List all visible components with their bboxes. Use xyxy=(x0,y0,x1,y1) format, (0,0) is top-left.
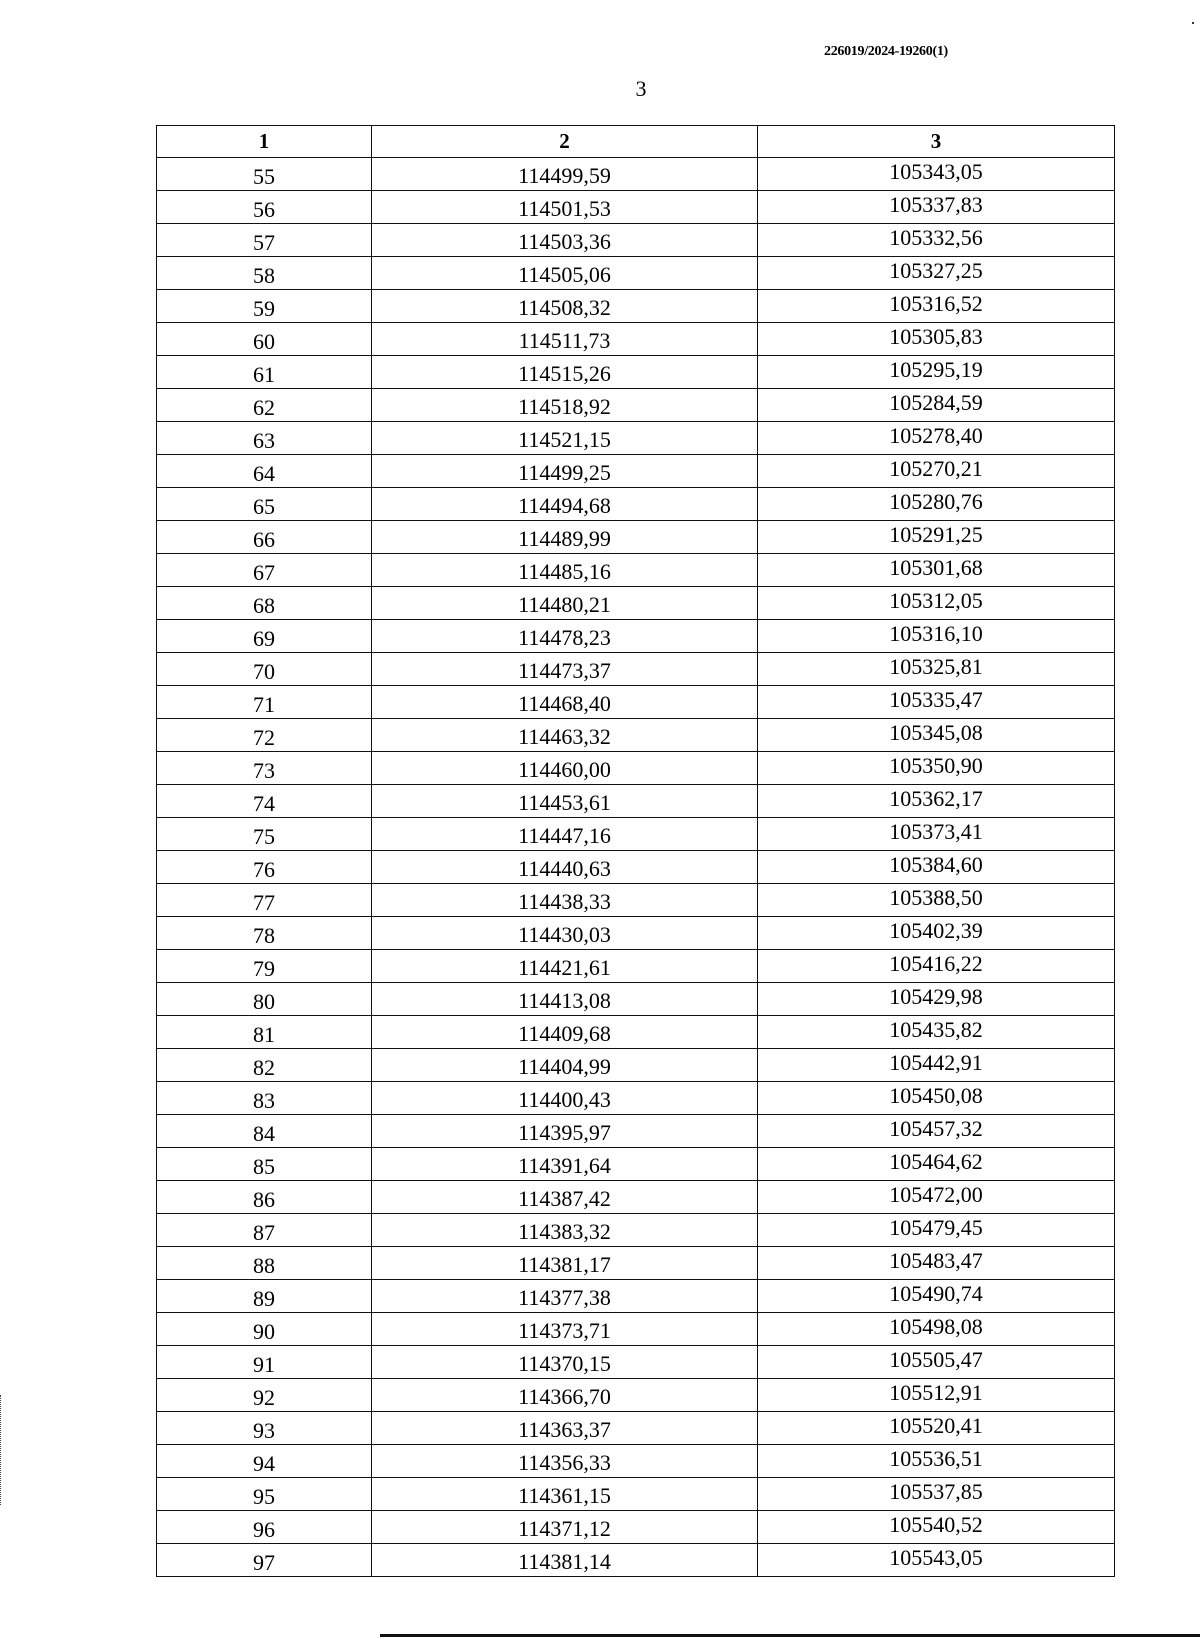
x-coordinate-cell: 114373,71 xyxy=(372,1313,758,1346)
x-coordinate-cell: 114366,70 xyxy=(372,1379,758,1412)
y-coordinate-cell: 105402,39 xyxy=(758,917,1115,950)
y-coordinate-cell: 105332,56 xyxy=(758,224,1115,257)
point-number-cell: 82 xyxy=(157,1049,372,1082)
x-coordinate-cell: 114511,73 xyxy=(372,323,758,356)
table-row xyxy=(157,1478,1115,1511)
y-coordinate-cell: 105284,59 xyxy=(758,389,1115,422)
table-body xyxy=(157,158,1115,1577)
table-row xyxy=(157,1181,1115,1214)
point-number-cell: 68 xyxy=(157,587,372,620)
y-coordinate-cell: 105442,91 xyxy=(758,1049,1115,1082)
table-row xyxy=(157,224,1115,257)
point-number-cell: 60 xyxy=(157,323,372,356)
x-coordinate-cell: 114371,12 xyxy=(372,1511,758,1544)
point-number-cell: 70 xyxy=(157,653,372,686)
x-coordinate-cell: 114391,64 xyxy=(372,1148,758,1181)
y-coordinate-cell: 105325,81 xyxy=(758,653,1115,686)
point-number-cell: 89 xyxy=(157,1280,372,1313)
point-number-cell: 73 xyxy=(157,752,372,785)
y-coordinate-cell: 105505,47 xyxy=(758,1346,1115,1379)
table-header xyxy=(157,126,1115,158)
y-coordinate-cell: 105490,74 xyxy=(758,1280,1115,1313)
table-row xyxy=(157,587,1115,620)
x-coordinate-cell: 114404,99 xyxy=(372,1049,758,1082)
x-coordinate-cell: 114447,16 xyxy=(372,818,758,851)
table-row xyxy=(157,356,1115,389)
y-coordinate-cell: 105464,62 xyxy=(758,1148,1115,1181)
y-coordinate-cell: 105327,25 xyxy=(758,257,1115,290)
point-number-cell: 57 xyxy=(157,224,372,257)
table-row xyxy=(157,884,1115,917)
x-coordinate-cell: 114485,16 xyxy=(372,554,758,587)
x-coordinate-cell: 114395,97 xyxy=(372,1115,758,1148)
x-coordinate-cell: 114489,99 xyxy=(372,521,758,554)
y-coordinate-cell: 105512,91 xyxy=(758,1379,1115,1412)
table-row xyxy=(157,257,1115,290)
point-number-cell: 55 xyxy=(157,158,372,191)
table-row xyxy=(157,818,1115,851)
y-coordinate-cell: 105498,08 xyxy=(758,1313,1115,1346)
x-coordinate-cell: 114494,68 xyxy=(372,488,758,521)
y-coordinate-cell: 105520,41 xyxy=(758,1412,1115,1445)
x-coordinate-cell: 114473,37 xyxy=(372,653,758,686)
table-row xyxy=(157,1280,1115,1313)
x-coordinate-cell: 114377,38 xyxy=(372,1280,758,1313)
y-coordinate-cell: 105291,25 xyxy=(758,521,1115,554)
point-number-cell: 91 xyxy=(157,1346,372,1379)
y-coordinate-cell: 105537,85 xyxy=(758,1478,1115,1511)
point-number-cell: 58 xyxy=(157,257,372,290)
y-coordinate-cell: 105435,82 xyxy=(758,1016,1115,1049)
y-coordinate-cell: 105280,76 xyxy=(758,488,1115,521)
y-coordinate-cell: 105270,21 xyxy=(758,455,1115,488)
point-number-cell: 78 xyxy=(157,917,372,950)
point-number-cell: 72 xyxy=(157,719,372,752)
y-coordinate-cell: 105316,52 xyxy=(758,290,1115,323)
y-coordinate-cell: 105343,05 xyxy=(758,158,1115,191)
point-number-cell: 84 xyxy=(157,1115,372,1148)
point-number-cell: 81 xyxy=(157,1016,372,1049)
point-number-cell: 94 xyxy=(157,1445,372,1478)
x-coordinate-cell: 114463,32 xyxy=(372,719,758,752)
column-header-point-number: 1 xyxy=(157,126,372,158)
point-number-cell: 76 xyxy=(157,851,372,884)
x-coordinate-cell: 114503,36 xyxy=(372,224,758,257)
x-coordinate-cell: 114521,15 xyxy=(372,422,758,455)
x-coordinate-cell: 114383,32 xyxy=(372,1214,758,1247)
y-coordinate-cell: 105295,19 xyxy=(758,356,1115,389)
table-row xyxy=(157,1412,1115,1445)
y-coordinate-cell: 105305,83 xyxy=(758,323,1115,356)
point-number-cell: 71 xyxy=(157,686,372,719)
table-row xyxy=(157,290,1115,323)
y-coordinate-cell: 105362,17 xyxy=(758,785,1115,818)
y-coordinate-cell: 105337,83 xyxy=(758,191,1115,224)
point-number-cell: 64 xyxy=(157,455,372,488)
column-header-y-coordinate: 3 xyxy=(758,126,1115,158)
y-coordinate-cell: 105278,40 xyxy=(758,422,1115,455)
table-row xyxy=(157,191,1115,224)
point-number-cell: 83 xyxy=(157,1082,372,1115)
point-number-cell: 87 xyxy=(157,1214,372,1247)
point-number-cell: 62 xyxy=(157,389,372,422)
table-row xyxy=(157,1247,1115,1280)
point-number-cell: 96 xyxy=(157,1511,372,1544)
point-number-cell: 90 xyxy=(157,1313,372,1346)
point-number-cell: 93 xyxy=(157,1412,372,1445)
document-number: 226019/2024-19260(1) xyxy=(824,44,948,59)
x-coordinate-cell: 114381,14 xyxy=(372,1544,758,1577)
y-coordinate-cell: 105301,68 xyxy=(758,554,1115,587)
page-number: 3 xyxy=(635,76,647,101)
y-coordinate-cell: 105429,98 xyxy=(758,983,1115,1016)
point-number-cell: 56 xyxy=(157,191,372,224)
x-coordinate-cell: 114508,32 xyxy=(372,290,758,323)
y-coordinate-cell: 105457,32 xyxy=(758,1115,1115,1148)
y-coordinate-cell: 105483,47 xyxy=(758,1247,1115,1280)
table-row xyxy=(157,620,1115,653)
y-coordinate-cell: 105316,10 xyxy=(758,620,1115,653)
y-coordinate-cell: 105384,60 xyxy=(758,851,1115,884)
table-row xyxy=(157,1115,1115,1148)
x-coordinate-cell: 114370,15 xyxy=(372,1346,758,1379)
x-coordinate-cell: 114515,26 xyxy=(372,356,758,389)
point-number-cell: 67 xyxy=(157,554,372,587)
point-number-cell: 92 xyxy=(157,1379,372,1412)
y-coordinate-cell: 105345,08 xyxy=(758,719,1115,752)
point-number-cell: 77 xyxy=(157,884,372,917)
point-number-cell: 86 xyxy=(157,1181,372,1214)
y-coordinate-cell: 105416,22 xyxy=(758,950,1115,983)
x-coordinate-cell: 114430,03 xyxy=(372,917,758,950)
table-row xyxy=(157,158,1115,191)
x-coordinate-cell: 114381,17 xyxy=(372,1247,758,1280)
y-coordinate-cell: 105540,52 xyxy=(758,1511,1115,1544)
point-number-cell: 65 xyxy=(157,488,372,521)
x-coordinate-cell: 114499,59 xyxy=(372,158,758,191)
point-number-cell: 69 xyxy=(157,620,372,653)
x-coordinate-cell: 114480,21 xyxy=(372,587,758,620)
y-coordinate-cell: 105472,00 xyxy=(758,1181,1115,1214)
x-coordinate-cell: 114501,53 xyxy=(372,191,758,224)
y-coordinate-cell: 105312,05 xyxy=(758,587,1115,620)
scan-edge-mark xyxy=(0,1395,2,1505)
y-coordinate-cell: 105450,08 xyxy=(758,1082,1115,1115)
table-header-row xyxy=(157,126,1115,158)
point-number-cell: 75 xyxy=(157,818,372,851)
point-number-cell: 79 xyxy=(157,950,372,983)
x-coordinate-cell: 114413,08 xyxy=(372,983,758,1016)
x-coordinate-cell: 114460,00 xyxy=(372,752,758,785)
x-coordinate-cell: 114478,23 xyxy=(372,620,758,653)
x-coordinate-cell: 114468,40 xyxy=(372,686,758,719)
x-coordinate-cell: 114356,33 xyxy=(372,1445,758,1478)
table-row xyxy=(157,1313,1115,1346)
table-row xyxy=(157,1016,1115,1049)
table-row xyxy=(157,1379,1115,1412)
bottom-rule xyxy=(380,1634,1200,1637)
point-number-cell: 66 xyxy=(157,521,372,554)
table-row xyxy=(157,455,1115,488)
x-coordinate-cell: 114440,63 xyxy=(372,851,758,884)
scan-speck xyxy=(1192,22,1194,24)
x-coordinate-cell: 114438,33 xyxy=(372,884,758,917)
table-row xyxy=(157,1214,1115,1247)
y-coordinate-cell: 105350,90 xyxy=(758,752,1115,785)
x-coordinate-cell: 114400,43 xyxy=(372,1082,758,1115)
table-row xyxy=(157,950,1115,983)
table-row xyxy=(157,554,1115,587)
table-row xyxy=(157,851,1115,884)
table-row xyxy=(157,389,1115,422)
table-row xyxy=(157,983,1115,1016)
table-row xyxy=(157,521,1115,554)
table-row xyxy=(157,323,1115,356)
point-number-cell: 95 xyxy=(157,1478,372,1511)
x-coordinate-cell: 114421,61 xyxy=(372,950,758,983)
y-coordinate-cell: 105373,41 xyxy=(758,818,1115,851)
y-coordinate-cell: 105543,05 xyxy=(758,1544,1115,1577)
point-number-cell: 59 xyxy=(157,290,372,323)
y-coordinate-cell: 105335,47 xyxy=(758,686,1115,719)
point-number-cell: 61 xyxy=(157,356,372,389)
point-number-cell: 97 xyxy=(157,1544,372,1577)
table-row xyxy=(157,752,1115,785)
point-number-cell: 80 xyxy=(157,983,372,1016)
coordinates-table xyxy=(156,125,1115,1577)
table-row xyxy=(157,1445,1115,1478)
table-row xyxy=(157,1148,1115,1181)
y-coordinate-cell: 105388,50 xyxy=(758,884,1115,917)
table-row xyxy=(157,1082,1115,1115)
table-row xyxy=(157,917,1115,950)
table-row xyxy=(157,686,1115,719)
table-row xyxy=(157,1346,1115,1379)
x-coordinate-cell: 114518,92 xyxy=(372,389,758,422)
y-coordinate-cell: 105479,45 xyxy=(758,1214,1115,1247)
point-number-cell: 74 xyxy=(157,785,372,818)
table-row xyxy=(157,653,1115,686)
x-coordinate-cell: 114453,61 xyxy=(372,785,758,818)
point-number-cell: 85 xyxy=(157,1148,372,1181)
y-coordinate-cell: 105536,51 xyxy=(758,1445,1115,1478)
table-row xyxy=(157,422,1115,455)
x-coordinate-cell: 114363,37 xyxy=(372,1412,758,1445)
table-row xyxy=(157,719,1115,752)
table-row xyxy=(157,488,1115,521)
x-coordinate-cell: 114387,42 xyxy=(372,1181,758,1214)
x-coordinate-cell: 114505,06 xyxy=(372,257,758,290)
point-number-cell: 63 xyxy=(157,422,372,455)
x-coordinate-cell: 114499,25 xyxy=(372,455,758,488)
column-header-x-coordinate: 2 xyxy=(372,126,758,158)
table-row xyxy=(157,1049,1115,1082)
x-coordinate-cell: 114361,15 xyxy=(372,1478,758,1511)
table-row xyxy=(157,785,1115,818)
table-row xyxy=(157,1511,1115,1544)
point-number-cell: 88 xyxy=(157,1247,372,1280)
x-coordinate-cell: 114409,68 xyxy=(372,1016,758,1049)
table-row xyxy=(157,1544,1115,1577)
